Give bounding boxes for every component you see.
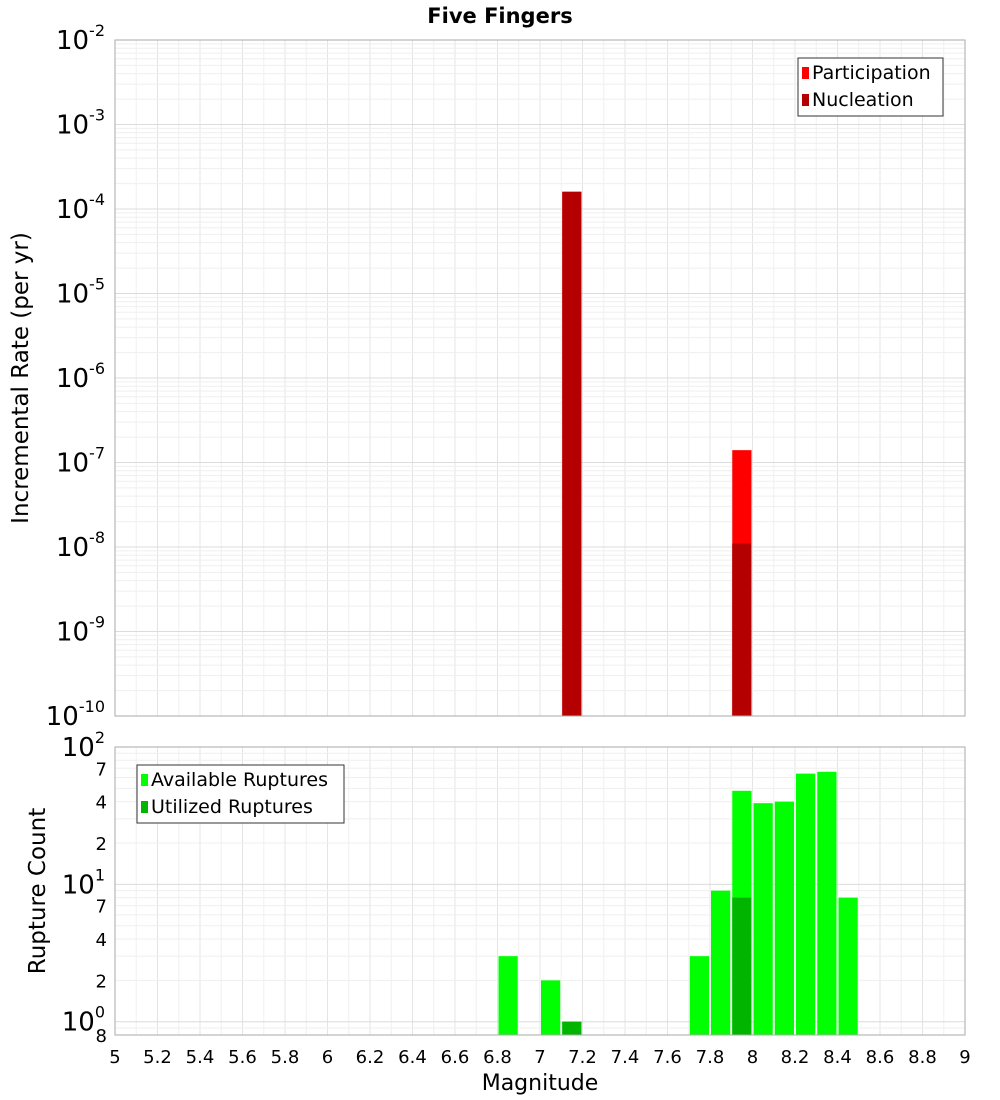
panel2-bar-s1 <box>711 891 730 1035</box>
x-tick-label: 5.4 <box>185 1047 215 1068</box>
x-tick-label: 5.8 <box>270 1047 300 1068</box>
x-tick-label: 8.8 <box>908 1047 937 1068</box>
x-tick-label: 6.8 <box>483 1047 512 1068</box>
panel2-bar-s1 <box>817 772 836 1035</box>
panel2-ytick-label: 7 <box>95 896 107 918</box>
chart-title: Five Fingers <box>427 4 573 28</box>
panel2-bar-s1 <box>796 774 815 1035</box>
x-tick-label: 6.2 <box>355 1047 385 1068</box>
panel2-bar-s1 <box>690 956 709 1035</box>
panel1-ytick-label: $10^{-2}$ <box>55 21 105 56</box>
panel1-legend <box>798 58 943 116</box>
panel1-ytick-label: $10^{-8}$ <box>55 528 105 563</box>
x-tick-label: 5.6 <box>228 1047 257 1068</box>
panel1-ytick-label: $10^{-7}$ <box>55 443 105 479</box>
panel2-ytick-label: 7 <box>95 759 107 781</box>
x-tick-label: 8.4 <box>823 1047 852 1068</box>
x-tick-label: 7 <box>534 1047 546 1068</box>
panel1 <box>8 21 965 732</box>
panel2-legend-label: Utilized Ruptures <box>151 796 313 818</box>
x-tick-label: 5 <box>109 1047 121 1068</box>
x-tick-label: 8.2 <box>780 1047 810 1068</box>
panel1-ytick-label: $10^{-4}$ <box>55 190 105 225</box>
panel1-ytick-label: $10^{-9}$ <box>55 612 105 648</box>
x-tick-label: 6 <box>321 1047 334 1068</box>
panel2-bar-s1 <box>541 980 560 1035</box>
panel1-bar-s2 <box>732 544 751 716</box>
panel2-legend <box>137 765 344 823</box>
panel2-bar-s1 <box>499 956 518 1035</box>
x-tick-label: 7.8 <box>695 1047 725 1068</box>
panel2-ytick-label: $10^2$ <box>61 728 105 763</box>
panel1-legend-label: Participation <box>812 62 931 84</box>
panel1-ytick-label: $10^{-10}$ <box>45 697 105 732</box>
x-tick-label: 7.2 <box>568 1047 597 1068</box>
panel2-legend-swatch <box>141 774 148 786</box>
panel1-legend-swatch <box>802 67 809 79</box>
x-axis-label: Magnitude <box>481 1071 599 1096</box>
panel2-y-axis-label: Rupture Count <box>25 807 51 975</box>
x-tick-label: 7.4 <box>610 1047 640 1068</box>
x-tick-label: 7.6 <box>653 1047 682 1068</box>
panel2-bar-s1 <box>839 898 858 1035</box>
x-tick-label: 8 <box>746 1047 759 1068</box>
panel2-ytick-label: $10^1$ <box>61 865 105 901</box>
panel1-ytick-label: $10^{-3}$ <box>55 105 105 141</box>
panel1-ytick-label: $10^{-5}$ <box>55 274 105 310</box>
panel2-legend-label: Available Ruptures <box>151 769 328 791</box>
panel2-ytick-label: 2 <box>95 834 107 855</box>
panel1-bar-s2 <box>562 192 581 716</box>
panel1-y-axis-label: Incremental Rate (per yr) <box>8 232 34 524</box>
x-tick-label: 6.4 <box>398 1047 427 1068</box>
x-tick-label: 9 <box>959 1047 971 1068</box>
panel2-ytick-label: 2 <box>95 971 107 993</box>
x-tick-label: 8.6 <box>865 1047 895 1068</box>
panel2-ytick-label: 4 <box>95 930 107 951</box>
x-tick-label: 6.6 <box>440 1047 470 1068</box>
panel2 <box>25 728 965 1047</box>
panel2-ytick-label: 8 <box>95 1026 107 1047</box>
panel2-bar-s1 <box>754 803 773 1035</box>
x-tick-label: 5.2 <box>143 1047 172 1068</box>
panel1-ytick-label: $10^{-6}$ <box>55 359 105 394</box>
panel2-ytick-label: $10^0$ <box>61 1002 105 1038</box>
panel2-legend-swatch <box>141 801 148 813</box>
panel2-ytick-label: 4 <box>95 792 107 814</box>
panel1-legend-swatch <box>802 94 809 106</box>
panel2-bar-s2 <box>732 898 751 1035</box>
panel1-legend-label: Nucleation <box>812 89 914 111</box>
panel2-bar-s1 <box>775 802 794 1035</box>
panel2-bar-s2 <box>562 1022 581 1035</box>
